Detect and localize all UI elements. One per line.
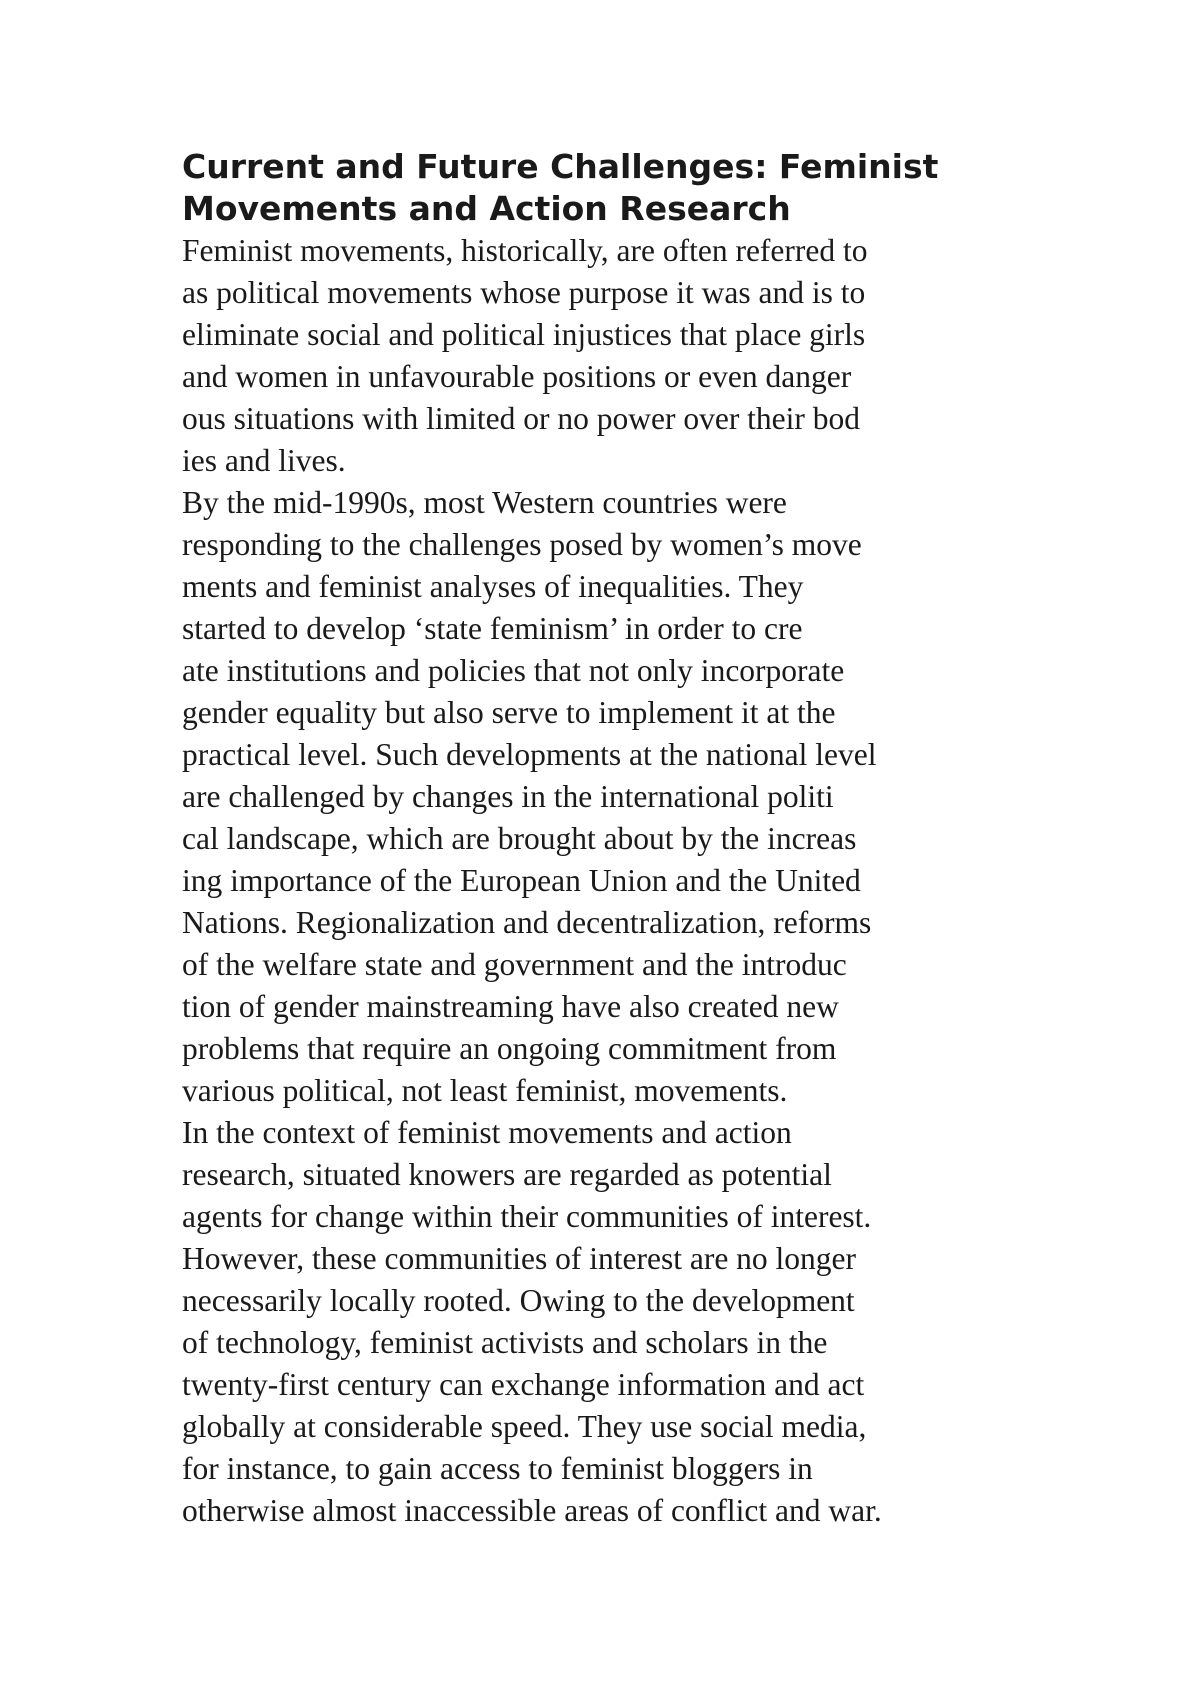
- text-line: tion of gender mainstreaming have also created new: [182, 989, 839, 1024]
- text-line: of technology, feminist activists and scholars in the: [182, 1325, 828, 1360]
- text-line: In the context of feminist movements and action: [182, 1115, 792, 1150]
- heading-line: Current and Future Challenges: Feminist: [182, 147, 939, 186]
- text-line: of the welfare state and government and the introduc: [182, 947, 847, 982]
- paragraph-3: [182, 1112, 1062, 1532]
- text-line: necessarily locally rooted. Owing to the development: [182, 1283, 855, 1318]
- text-line: ing importance of the European Union and the United: [182, 863, 861, 898]
- text-line: practical level. Such developments at the national level: [182, 737, 877, 772]
- text-line: research, situated knowers are regarded as potential: [182, 1157, 832, 1192]
- text-line: Feminist movements, historically, are often referred to: [182, 233, 868, 268]
- text-line: ies and lives.: [182, 443, 346, 478]
- document-content: [182, 146, 1062, 1532]
- text-line: However, these communities of interest are no longer: [182, 1241, 857, 1276]
- text-line: eliminate social and political injustices that place girls: [182, 317, 866, 352]
- text-line: twenty-first century can exchange information and act: [182, 1367, 865, 1402]
- paragraph-2: [182, 482, 1062, 1112]
- text-line: ate institutions and policies that not only incorporate: [182, 653, 845, 688]
- text-line: as political movements whose purpose it was and is to: [182, 275, 866, 310]
- text-line: are challenged by changes in the international politi: [182, 779, 834, 814]
- text-line: By the mid-1990s, most Western countries were: [182, 485, 787, 520]
- text-line: agents for change within their communities of interest.: [182, 1199, 872, 1234]
- text-line: various political, not least feminist, movements.: [182, 1073, 788, 1108]
- text-line: ments and feminist analyses of inequalities. They: [182, 569, 804, 604]
- text-line: gender equality but also serve to implement it at the: [182, 695, 836, 730]
- text-line: problems that require an ongoing commitment from: [182, 1031, 837, 1066]
- text-line: started to develop ‘state feminism’ in order to cre: [182, 611, 803, 646]
- text-line: for instance, to gain access to feminist bloggers in: [182, 1451, 813, 1486]
- text-line: cal landscape, which are brought about by the increas: [182, 821, 857, 856]
- text-line: otherwise almost inaccessible areas of conflict and war.: [182, 1493, 882, 1528]
- text-line: ous situations with limited or no power over their bod: [182, 401, 861, 436]
- text-line: globally at considerable speed. They use social media,: [182, 1409, 867, 1444]
- paragraph-1: [182, 230, 1062, 482]
- section-heading: [182, 146, 1062, 230]
- heading-line: Movements and Action Research: [182, 189, 791, 228]
- text-line: Nations. Regionalization and decentralization, reforms: [182, 905, 872, 940]
- text-line: and women in unfavourable positions or even danger: [182, 359, 852, 394]
- text-line: responding to the challenges posed by women’s move: [182, 527, 862, 562]
